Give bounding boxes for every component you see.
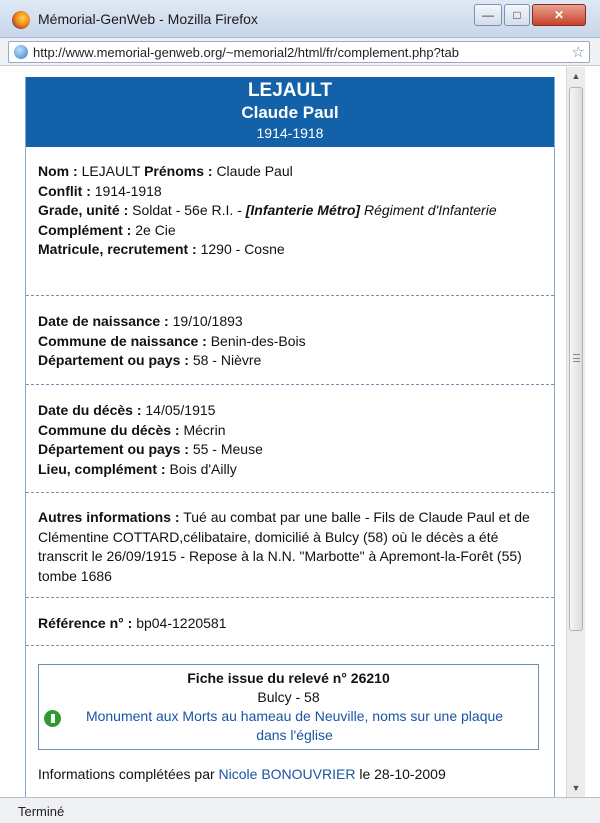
death-dept-label: Département ou pays : [38, 441, 189, 457]
firefox-icon [12, 11, 30, 29]
minimize-button[interactable]: — [474, 4, 502, 26]
death-lieu-label: Lieu, complément : [38, 460, 166, 477]
nom-value: LEJAULT [81, 163, 141, 179]
url-field[interactable] [8, 41, 590, 63]
record-header [26, 77, 554, 147]
completion-prefix: Informations complétées par [38, 766, 215, 782]
other-info-value: Tué au combat par une balle - Fils de Claude Paul et de Clémentine COTTARD,célibataire, domicilié à Bulcy (58) où le décès a été transcrit le 26/09/1915 - Repose à la N.N. "Marbotte" à Apremont-la-Forêt (55) tombe 1686 [38, 509, 530, 584]
birth-date-label: Date de naissance : [38, 313, 169, 329]
source-box [38, 664, 539, 750]
reference-value: bp04-1220581 [136, 615, 227, 631]
death-section [26, 385, 554, 493]
header-last-name: LEJAULT [247, 80, 333, 101]
complement-label: Complément : [38, 221, 132, 238]
monument-icon[interactable] [44, 710, 61, 727]
birth-date-value: 19/10/1893 [172, 313, 243, 329]
reference-label: Référence n° : [38, 615, 133, 631]
nom-label: Nom : [38, 163, 78, 179]
birth-section [26, 296, 554, 385]
window-titlebar [0, 0, 600, 38]
monument-link[interactable]: Monument aux Morts au hameau de Neuville, noms sur une plaque dans l'église [85, 708, 504, 743]
site-globe-icon [14, 45, 28, 59]
status-text: Terminé [18, 804, 65, 819]
birth-dept-label: Département ou pays : [38, 352, 189, 368]
address-bar [0, 38, 600, 66]
birth-commune-value: Benin-des-Bois [210, 332, 306, 349]
death-date-value: 14/05/1915 [145, 402, 216, 418]
identity-section [26, 147, 554, 296]
other-info-section [26, 493, 554, 598]
thumb-grip-icon [573, 354, 580, 362]
unit-code: [Infanterie Métro] [245, 202, 361, 218]
complement-value: 2e Cie [135, 221, 176, 238]
source-title: Fiche issue du relevé n° 26210 [187, 670, 390, 686]
birth-dept-value: 58 - Nièvre [192, 352, 262, 368]
death-dept-value: 55 - Meuse [192, 441, 263, 457]
url-text[interactable]: http://www.memorial-genweb.org/~memorial2/html/fr/complement.php?tab [33, 45, 459, 60]
completion-info [26, 750, 554, 782]
scroll-up-arrow-icon[interactable]: ▲ [571, 71, 581, 81]
reference-section [26, 598, 554, 646]
status-bar [0, 797, 600, 823]
death-date-label: Date du décès : [38, 402, 142, 418]
grade-label: Grade, unité : [38, 202, 129, 218]
completion-date: le 28-10-2009 [359, 766, 446, 782]
prenoms-label: Prénoms : [144, 163, 213, 179]
death-lieu-value: Bois d'Ailly [169, 460, 237, 477]
grade-value: Soldat - 56e R.I. - [132, 202, 242, 218]
scroll-down-arrow-icon[interactable]: ▼ [571, 783, 581, 793]
window-title: Mémorial-GenWeb - Mozilla Firefox [38, 11, 258, 27]
other-info-label: Autres informations : [38, 509, 180, 525]
birth-commune-label: Commune de naissance : [38, 332, 207, 349]
death-commune-label: Commune du décès : [38, 421, 180, 438]
record-card [25, 77, 555, 797]
vertical-scrollbar[interactable] [566, 67, 585, 797]
prenoms-value: Claude Paul [216, 163, 293, 179]
maximize-button[interactable]: □ [504, 4, 530, 26]
conflit-label: Conflit : [38, 182, 91, 199]
matricule-value: 1290 - Cosne [200, 241, 285, 257]
header-period: 1914-1918 [256, 125, 324, 141]
death-commune-value: Mécrin [183, 421, 226, 438]
matricule-label: Matricule, recrutement : [38, 241, 197, 257]
conflit-value: 1914-1918 [94, 182, 162, 199]
scroll-thumb[interactable] [569, 87, 583, 631]
page-viewport [0, 67, 600, 797]
bookmark-star-icon[interactable]: ☆ [571, 44, 585, 61]
source-place: Bulcy - 58 [257, 689, 320, 705]
author-link[interactable]: Nicole BONOUVRIER [218, 766, 356, 782]
unit-name: Régiment d'Infanterie [363, 202, 497, 218]
header-first-names: Claude Paul [241, 103, 339, 122]
close-button[interactable]: ✕ [532, 4, 586, 26]
